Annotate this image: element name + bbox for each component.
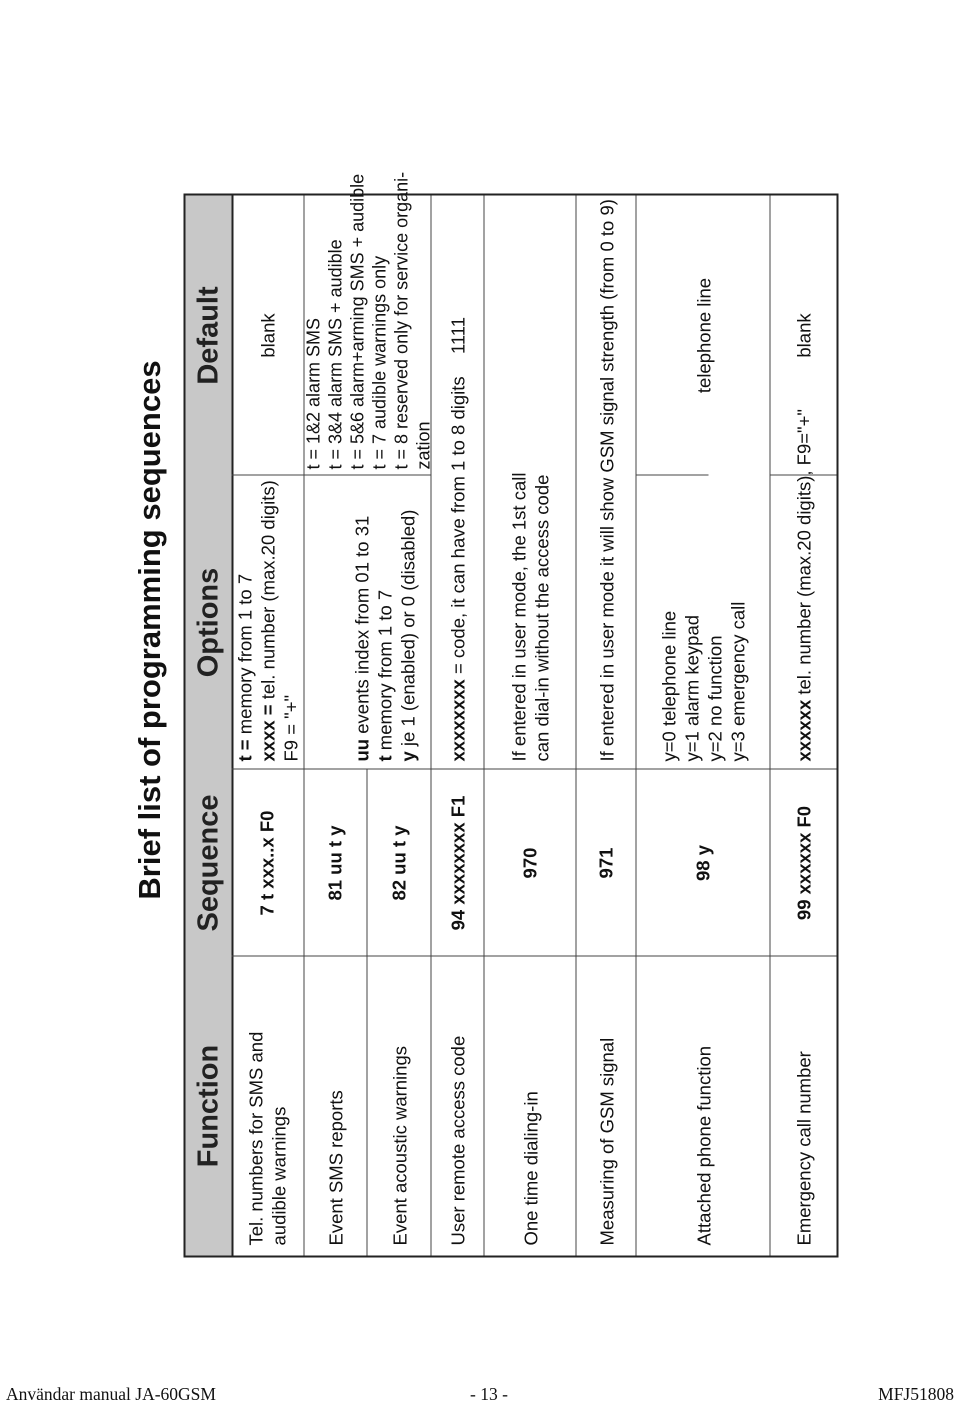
table-row [431,196,485,1256]
table-row [636,196,771,1256]
programming-table [184,171,839,1258]
function-cell: Measuring of GSM signal [596,1037,617,1246]
options-line: y=0 telephone line [658,610,680,762]
function-cell: Event SMS reports [325,1090,346,1246]
function-cell: One time dialing-in [520,1091,541,1246]
sequence-cell: 94 xxxxxxxx F1 [447,795,468,931]
options-line: y=2 no function [704,635,726,762]
default-line: t = 3&4 alarm SMS + audible [325,239,345,470]
sequence-cell: 970 [519,847,541,879]
page-footer [0,1384,960,1408]
options-line: uu events index from 01 to 31 [351,515,373,762]
function-cell: Tel. numbers for SMS and audible warnings [245,1031,290,1246]
options-line: xxxx = tel. number (max.20 digits) [257,480,278,762]
page-title: Brief list of programming sequences [132,360,167,900]
header-function: Function [192,1044,225,1168]
header-options: Options [192,567,225,678]
table-row [770,196,838,1256]
sequence-cell: 7 t xxx..x F0 [256,810,278,916]
default-line: t = 1&2 alarm SMS [303,317,323,470]
sequence-cell: 971 [595,847,617,879]
options-line: xxxxxxxx = code, it can have from 1 to 8 digits [447,376,469,762]
table-row [576,196,637,1256]
function-cell: Attached phone function [693,1045,714,1246]
table-row [484,196,577,1256]
table-header [186,196,234,1256]
function-cell: Emergency call number [793,1051,815,1246]
options-cell: If entered in user mode, the 1st call can dial-in without the access code [508,472,553,762]
options-line: y je 1 (enabled) or 0 (disabled) [397,509,419,762]
options-line: t memory from 1 to 7 [374,589,396,762]
default-line: t = 8 reserved only for service organi- [391,171,411,470]
function-cell: Event acoustic warnings [389,1046,410,1246]
event-group [303,171,433,1256]
header-default: Default [192,286,225,385]
default-line: zation [413,421,433,470]
function-cell: User remote access code [447,1035,469,1246]
header-sequence: Sequence [192,794,225,932]
sequence-cell: 98 y [692,845,714,882]
default-cell: telephone line [693,277,714,394]
sequence-cell: 99 xxxxxx F0 [793,805,814,921]
default-cell: blank [257,313,278,358]
default-cell: 1111 [447,316,469,355]
default-line: t = 5&6 alarm+arming SMS + audible [347,173,367,470]
options-cell: If entered in user mode it will show GSM signal strength (from 0 to 9) [596,199,617,762]
page-number: - 13 - [470,1384,508,1404]
options-line: y=1 alarm keypad [681,614,703,762]
default-line: t = 7 audible warnings only [369,255,389,470]
table-row [232,196,304,1256]
footer-manual-name: Användar manual JA-60GSM [6,1384,216,1404]
default-cell: blank [793,313,815,358]
options-line: y=3 emergency call [727,601,749,762]
options-line: F9 = "+" [280,694,301,762]
sequence-cell: 81 uu t y [324,825,346,901]
options-line: xxxxxx tel. number (max.20 digits), F9="+" [793,409,815,762]
sequence-cell: 82 uu t y [388,825,410,901]
options-line: t = memory from 1 to 7 [234,573,255,762]
document-code: MFJ51808 [878,1384,954,1404]
